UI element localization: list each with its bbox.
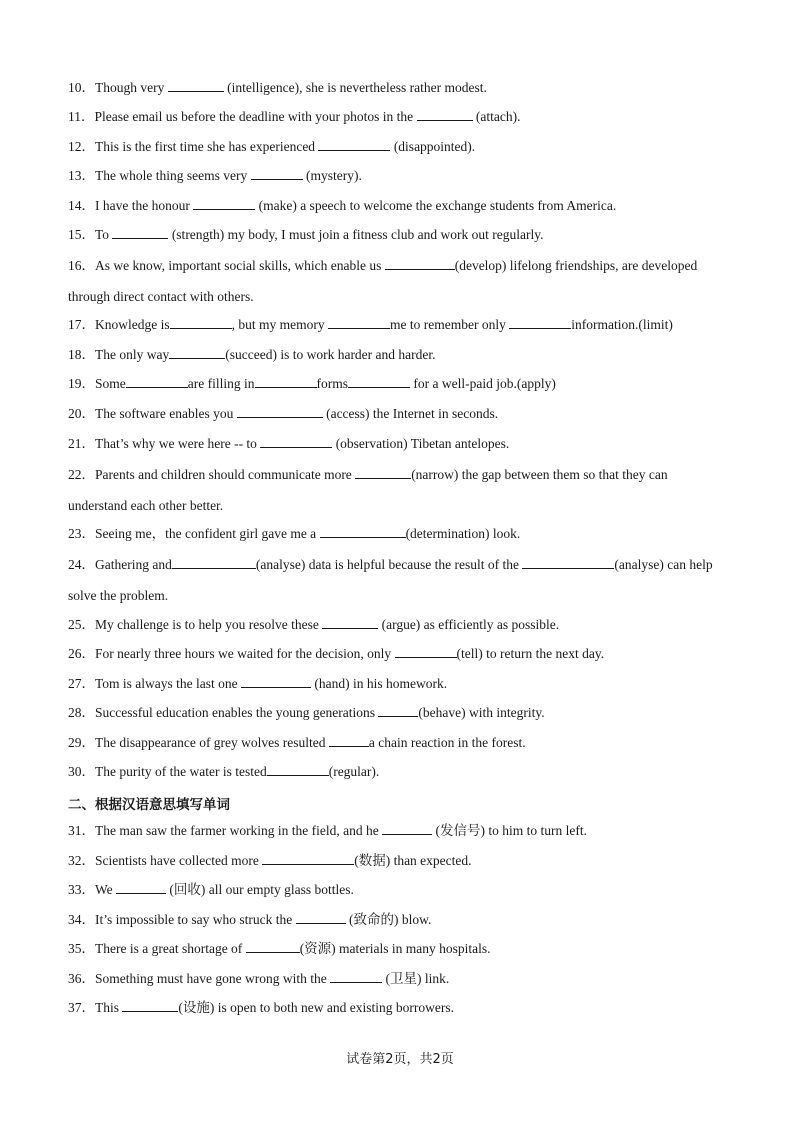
question-21: 21．That’s why we were here -- to (observation) Tibetan antelopes. — [68, 436, 510, 451]
question-31: 31．The man saw the farmer working in the field, and he (发信号) to him to turn left. — [68, 823, 588, 838]
question-27: 27．Tom is always the last one (hand) in his homework. — [68, 676, 448, 691]
answer-blank[interactable] — [237, 405, 323, 418]
question-20: 20．The software enables you (access) the Internet in seconds. — [68, 406, 499, 421]
question-14: 14．I have the honour (make) a speech to welcome the exchange students from America. — [68, 198, 617, 213]
answer-blank[interactable] — [322, 616, 378, 629]
answer-blank[interactable] — [170, 316, 232, 329]
answer-blank[interactable] — [172, 556, 256, 569]
answer-blank[interactable] — [126, 375, 188, 388]
question-23: 23．Seeing me，the confident girl gave me a (determination) look. — [68, 526, 521, 541]
answer-blank[interactable] — [385, 257, 455, 270]
question-29: 29．The disappearance of grey wolves resulted a chain reaction in the forest. — [68, 735, 526, 750]
answer-blank[interactable] — [193, 197, 255, 210]
question-36: 36．Something must have gone wrong with the (卫星) link. — [68, 971, 450, 986]
question-34: 34．It’s impossible to say who struck the (致命的) blow. — [68, 912, 432, 927]
answer-blank[interactable] — [260, 435, 332, 448]
page-footer: 试卷第2页，共2页 — [346, 1052, 454, 1067]
answer-blank[interactable] — [382, 822, 432, 835]
answer-blank[interactable] — [355, 466, 411, 479]
question-18: 18．The only way (succeed) is to work harder and harder. — [68, 347, 436, 362]
answer-blank[interactable] — [255, 375, 317, 388]
answer-blank[interactable] — [168, 79, 224, 92]
answer-blank[interactable] — [330, 970, 382, 983]
answer-blank[interactable] — [112, 226, 168, 239]
question-24: 24．Gathering and (analyse) data is helpful because the result of the (analyse) can help solve the problem. — [68, 557, 713, 603]
question-33: 33．We (回收) all our empty glass bottles. — [68, 882, 354, 897]
answer-blank[interactable] — [328, 316, 390, 329]
answer-blank[interactable] — [267, 763, 329, 776]
question-30: 30．The purity of the water is tested (regular). — [68, 764, 380, 779]
question-19: 19．Some are filling in forms for a well-paid job.(apply) — [68, 376, 556, 391]
answer-blank[interactable] — [320, 525, 406, 538]
answer-blank[interactable] — [296, 911, 346, 924]
answer-blank[interactable] — [116, 881, 166, 894]
question-25: 25．My challenge is to help you resolve these (argue) as efficiently as possible. — [68, 617, 560, 632]
question-17: 17．Knowledge is , but my memory me to remember only information.(limit) — [68, 317, 673, 332]
answer-blank[interactable] — [169, 346, 225, 359]
question-28: 28．Successful education enables the young generations (behave) with integrity. — [68, 705, 545, 720]
answer-blank[interactable] — [509, 316, 571, 329]
question-11: 11．Please email us before the deadline with your photos in the (attach). — [68, 109, 521, 124]
answer-blank[interactable] — [262, 852, 354, 865]
answer-blank[interactable] — [348, 375, 410, 388]
answer-blank[interactable] — [329, 734, 369, 747]
question-32: 32．Scientists have collected more (数据) than expected. — [68, 853, 472, 868]
answer-blank[interactable] — [246, 940, 300, 953]
question-35: 35．There is a great shortage of (资源) materials in many hospitals. — [68, 941, 491, 956]
question-10: 10．Though very (intelligence), she is nevertheless rather modest. — [68, 80, 487, 95]
answer-blank[interactable] — [122, 999, 178, 1012]
question-26: 26．For nearly three hours we waited for the decision, only (tell) to return the next day. — [68, 646, 605, 661]
question-15: 15．To (strength) my body, I must join a fitness club and work out regularly. — [68, 227, 544, 242]
question-22: 22．Parents and children should communicate more (narrow) the gap between them so that they can understand each other better. — [68, 467, 668, 513]
question-13: 13．The whole thing seems very (mystery). — [68, 168, 362, 183]
section-two-heading: 二、根据汉语意思填写单词 — [68, 797, 230, 813]
answer-blank[interactable] — [522, 556, 614, 569]
answer-blank[interactable] — [417, 108, 473, 121]
answer-blank[interactable] — [241, 675, 311, 688]
answer-blank[interactable] — [251, 167, 303, 180]
question-37: 37．This (设施) is open to both new and existing borrowers. — [68, 1000, 454, 1015]
answer-blank[interactable] — [318, 138, 390, 151]
answer-blank[interactable] — [378, 704, 418, 717]
question-16: 16．As we know, important social skills, which enable us (develop) lifelong friendships, are developed through direct contact with others. — [68, 258, 698, 304]
answer-blank[interactable] — [395, 645, 457, 658]
question-12: 12．This is the first time she has experienced (disappointed). — [68, 139, 476, 154]
